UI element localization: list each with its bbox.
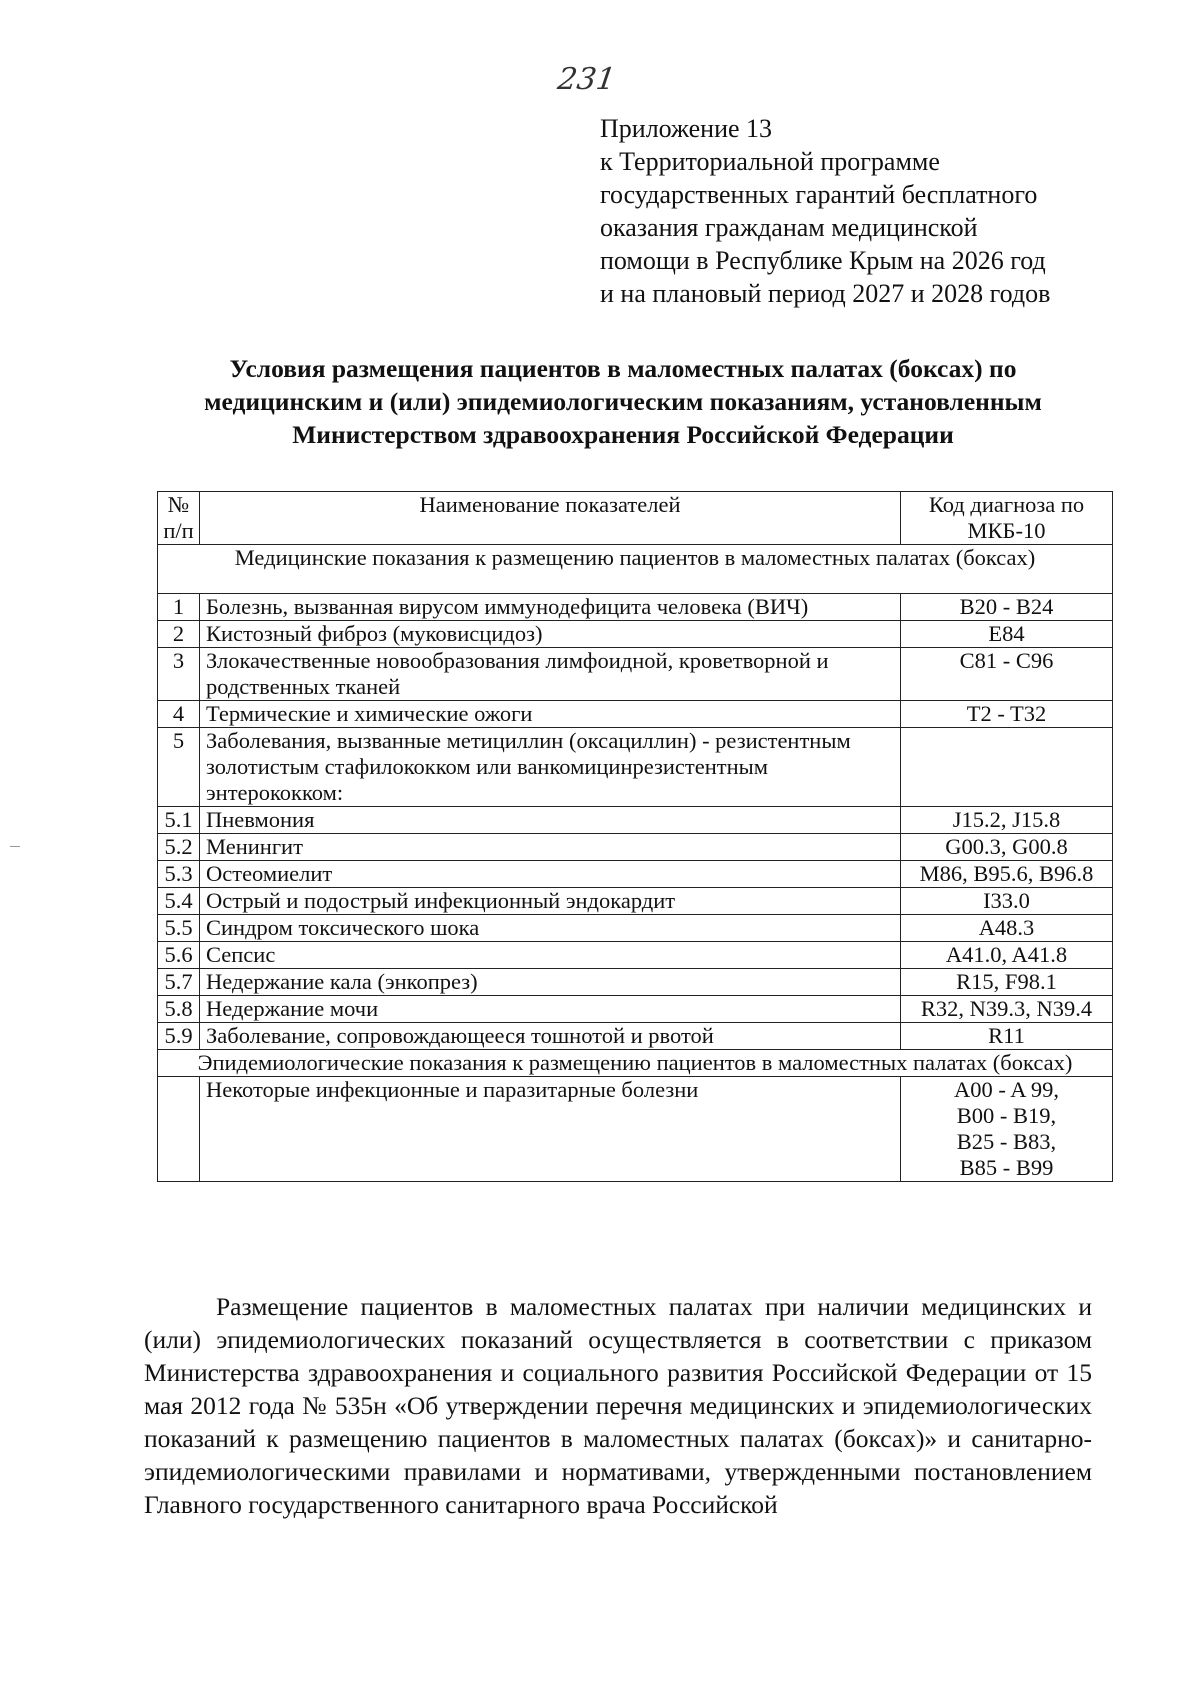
- appendix-line: помощи в Республике Крым на 2026 год: [600, 246, 1046, 275]
- row-num: 1: [158, 594, 200, 621]
- row-name: Острый и подострый инфекционный эндокардит: [200, 888, 901, 915]
- title-line: Министерством здравоохранения Российской Федерации: [292, 420, 954, 449]
- document-title: [148, 352, 1098, 451]
- row-code: [901, 728, 1113, 807]
- title-line: Условия размещения пациентов в маломестных палатах (боксах) по: [229, 354, 1017, 383]
- table-row: [158, 969, 1113, 996]
- row-code: I33.0: [901, 888, 1113, 915]
- row-code: C81 - C96: [901, 648, 1113, 701]
- row-num: [158, 1077, 200, 1182]
- row-name: Заболевания, вызванные метициллин (оксациллин) - резистентным золотистым стафилококком или ванкомицинрезистентным энтерококком:: [200, 728, 901, 807]
- row-num: 2: [158, 621, 200, 648]
- table-row: [158, 648, 1113, 701]
- header-num: № п/п: [158, 492, 200, 545]
- row-code: R15, F98.1: [901, 969, 1113, 996]
- code-line: B85 - B99: [959, 1155, 1054, 1180]
- row-num: 5.4: [158, 888, 200, 915]
- row-code: R11: [901, 1023, 1113, 1050]
- appendix-line: государственных гарантий бесплатного: [600, 180, 1038, 209]
- appendix-line: оказания гражданам медицинской: [600, 213, 978, 242]
- table-row: [158, 807, 1113, 834]
- code-line: B00 - B19,: [956, 1103, 1057, 1128]
- paragraph-text: Размещение пациентов в маломестных палатах при наличии медицинских и (или) эпидемиологических показаний осуществляется в соответствии с приказом Министерства здравоохранения и социального развития Российской Федерации от 15 мая 2012 года № 535н «Об утверждении перечня медицинских и эпидемиологических показаний к размещению пациентов в маломестных палатах (боксах)» и санитарно-эпидемиологическими правилами и нормативами, утвержденными постановлением Главного государственного санитарного врача Российской: [144, 1292, 1092, 1519]
- row-name: Сепсис: [200, 942, 901, 969]
- row-name: Остеомиелит: [200, 861, 901, 888]
- row-num: 5.6: [158, 942, 200, 969]
- row-code: B20 - B24: [901, 594, 1113, 621]
- row-name: Заболевание, сопровождающееся тошнотой и рвотой: [200, 1023, 901, 1050]
- table-row: [158, 888, 1113, 915]
- table-row: [158, 1077, 1113, 1182]
- row-code: A41.0, A41.8: [901, 942, 1113, 969]
- appendix-line: Приложение 13: [600, 114, 773, 143]
- header-name: Наименование показателей: [200, 492, 901, 545]
- row-num: 5.9: [158, 1023, 200, 1050]
- section-row-medical: [158, 545, 1113, 594]
- row-name: Злокачественные новообразования лимфоидной, кроветворной и родственных тканей: [200, 648, 901, 701]
- row-num: 5.1: [158, 807, 200, 834]
- row-name: Пневмония: [200, 807, 901, 834]
- row-name: Болезнь, вызванная вирусом иммунодефицита человека (ВИЧ): [200, 594, 901, 621]
- row-num: 5.2: [158, 834, 200, 861]
- row-num: 5.8: [158, 996, 200, 1023]
- appendix-line: и на плановый период 2027 и 2028 годов: [600, 279, 1051, 308]
- table-header-row: [158, 492, 1113, 545]
- section-epidemiological: Эпидемиологические показания к размещению пациентов в маломестных палатах (боксах): [158, 1050, 1113, 1077]
- row-code: R32, N39.3, N39.4: [901, 996, 1113, 1023]
- row-num: 4: [158, 701, 200, 728]
- indications-table: [157, 491, 1113, 1182]
- row-name: Менингит: [200, 834, 901, 861]
- section-row-epidemiological: [158, 1050, 1113, 1077]
- table-row: [158, 834, 1113, 861]
- row-code: [901, 1077, 1113, 1182]
- appendix-line: к Территориальной программе: [600, 147, 940, 176]
- appendix-header: [600, 112, 1050, 310]
- row-code: G00.3, G00.8: [901, 834, 1113, 861]
- table-row: [158, 728, 1113, 807]
- row-name: Термические и химические ожоги: [200, 701, 901, 728]
- table-body: [158, 594, 1113, 1050]
- section-medical: Медицинские показания к размещению пациентов в маломестных палатах (боксах): [158, 545, 1113, 594]
- row-code: M86, B95.6, B96.8: [901, 861, 1113, 888]
- row-name: Недержание мочи: [200, 996, 901, 1023]
- table-row: [158, 861, 1113, 888]
- row-name: Некоторые инфекционные и паразитарные болезни: [200, 1077, 901, 1182]
- row-code: T2 - T32: [901, 701, 1113, 728]
- handwritten-page-number: 231: [555, 62, 618, 97]
- row-name: Кистозный фиброз (муковисцидоз): [200, 621, 901, 648]
- code-line: A00 - A 99,: [953, 1077, 1059, 1102]
- table-row: [158, 594, 1113, 621]
- table-row: [158, 942, 1113, 969]
- scan-mark: [10, 846, 20, 847]
- table-row: [158, 621, 1113, 648]
- table-row: [158, 701, 1113, 728]
- table-row: [158, 1023, 1113, 1050]
- row-name: Недержание кала (энкопрез): [200, 969, 901, 996]
- title-line: медицинским и (или) эпидемиологическим показаниям, установленным: [204, 387, 1042, 416]
- table-row: [158, 996, 1113, 1023]
- row-num: 5.3: [158, 861, 200, 888]
- body-paragraph: [144, 1290, 1092, 1521]
- table-row: [158, 915, 1113, 942]
- row-code: J15.2, J15.8: [901, 807, 1113, 834]
- row-name: Синдром токсического шока: [200, 915, 901, 942]
- code-line: B25 - B83,: [956, 1129, 1057, 1154]
- row-num: 3: [158, 648, 200, 701]
- row-code: A48.3: [901, 915, 1113, 942]
- header-code: Код диагноза по МКБ-10: [901, 492, 1113, 545]
- row-code: E84: [901, 621, 1113, 648]
- row-num: 5: [158, 728, 200, 807]
- row-num: 5.7: [158, 969, 200, 996]
- row-num: 5.5: [158, 915, 200, 942]
